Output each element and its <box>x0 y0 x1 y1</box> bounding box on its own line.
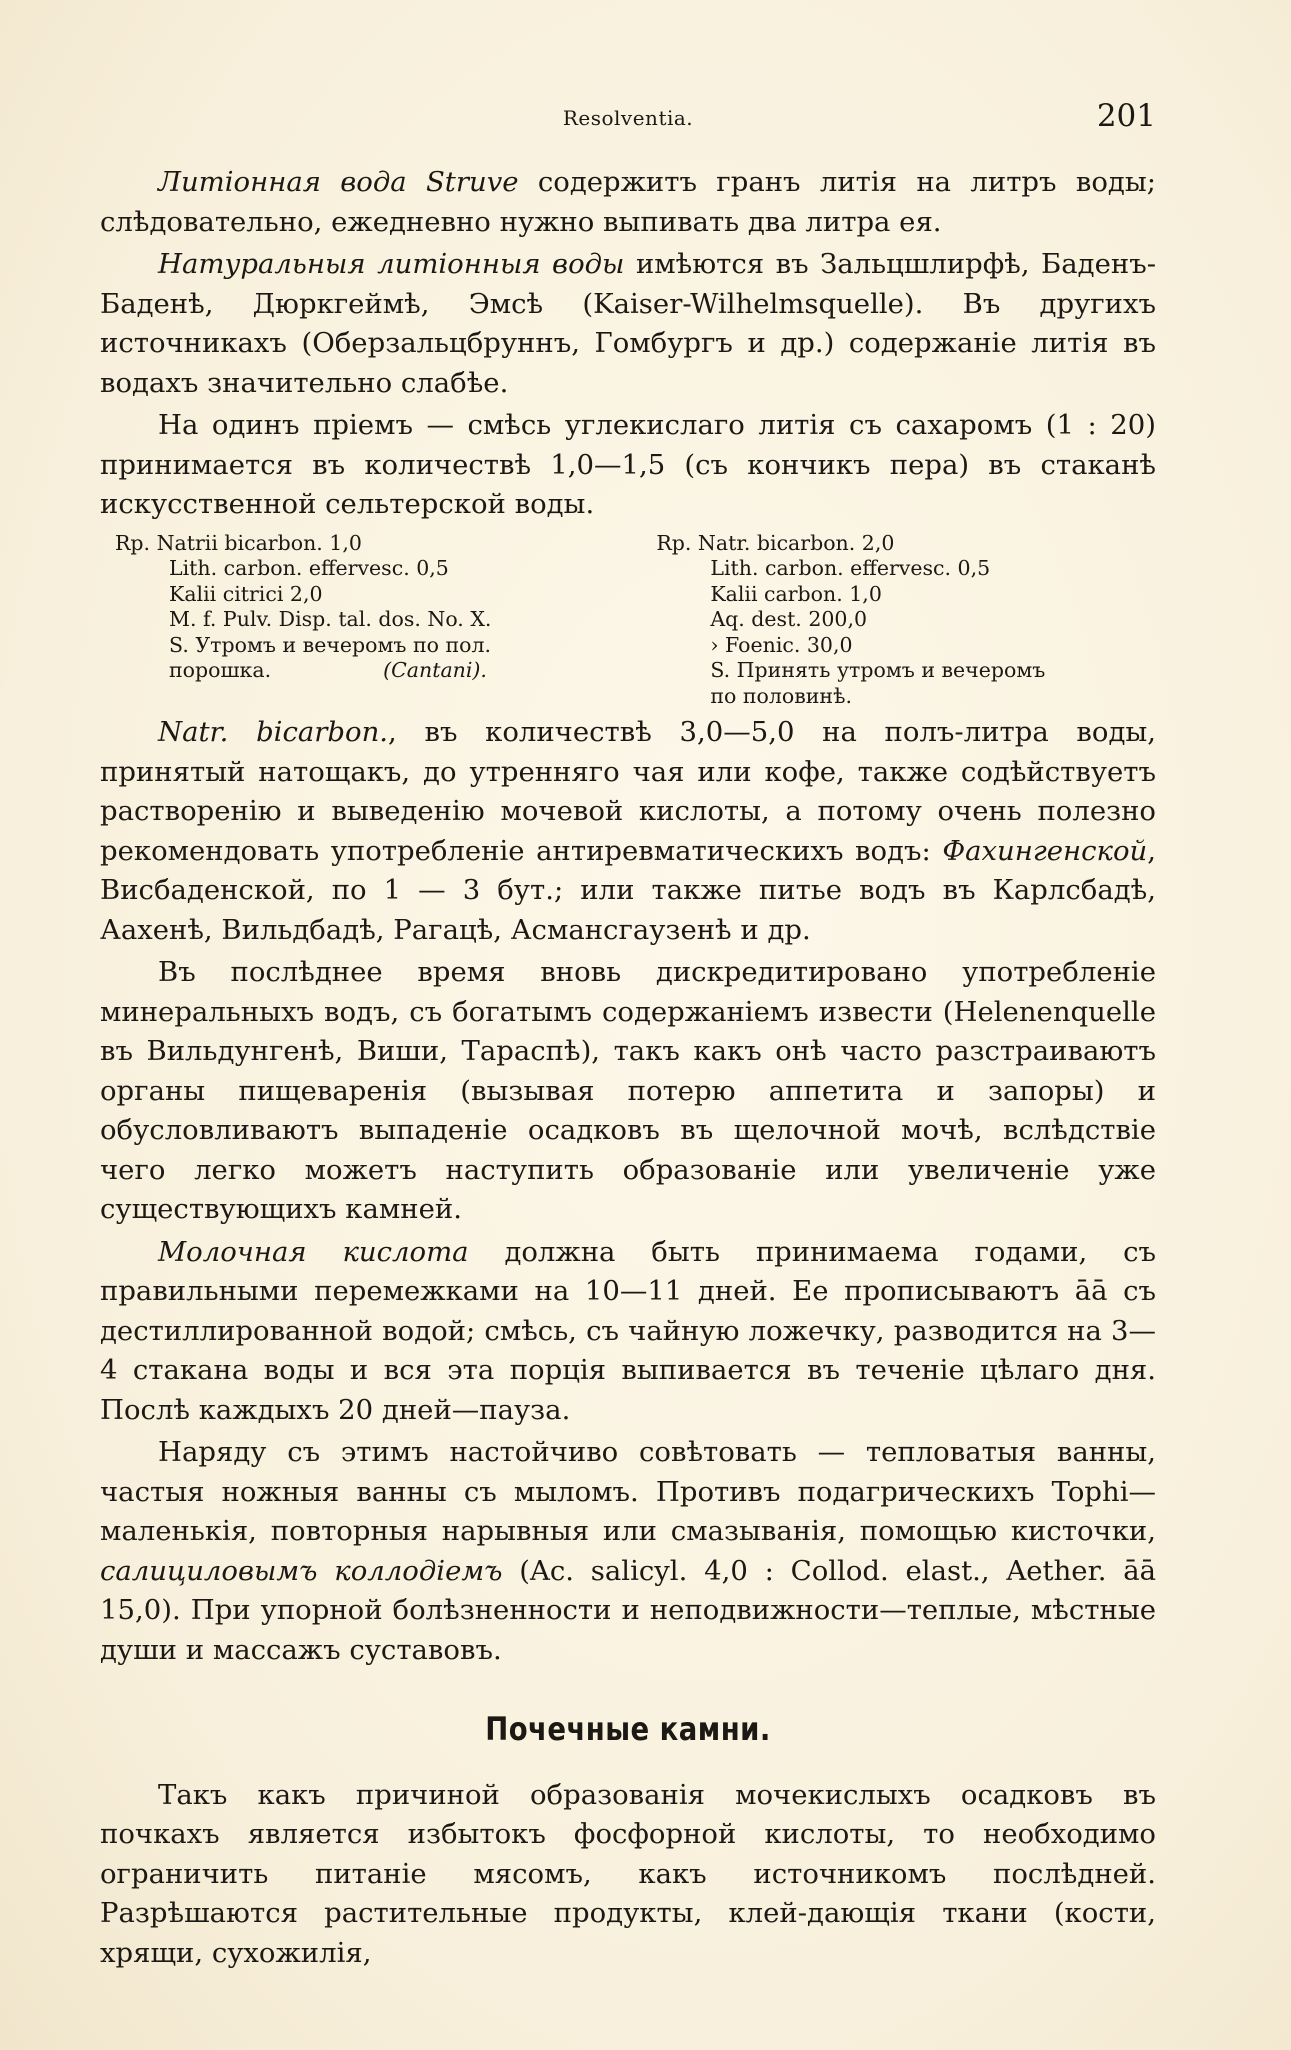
paragraph-natural-waters <box>100 245 1156 403</box>
paragraph-text: содержитъ гранъ литія на литръ воды; слѣдовательно, ежедневно нужно выпивать два литра ея. <box>100 166 1156 238</box>
italic-term: Натуральныя литіонныя воды <box>158 248 625 280</box>
rx-line <box>115 658 615 684</box>
rx-line: Lith. carbon. effervesc. 0,5 <box>169 556 449 580</box>
rx-text: порошка. <box>169 658 272 682</box>
paragraph-text: , Висбаденской, по 1 — 3 бут.; или также питье водъ въ Карлсбадѣ, Аахенѣ, Вильдбадѣ, Рагацѣ, Асмансгаузенѣ и др. <box>100 834 1156 946</box>
rx-line: Kalii carbon. 1,0 <box>710 581 882 606</box>
body-text <box>100 163 1156 1973</box>
page-header <box>100 98 1156 138</box>
rx-line: Aq. dest. 200,0 <box>710 607 868 631</box>
section-heading: Почечные камни. <box>485 1710 771 1748</box>
paragraph-text: На одинъ пріемъ — смѣсь углекислаго литія съ сахаромъ (1 : 20) принимается въ количествѣ 1,0—1,5 (съ кончикъ пера) въ стаканѣ искусственной сельтерской воды. <box>100 409 1156 520</box>
rx-line: Rp. Natr. bicarbon. 2,0 <box>656 530 895 555</box>
paragraph-text: имѣются въ Зальцшлирфѣ, Баденъ-Баденѣ, Дюркгеймѣ, Эмсѣ (Kaiser-Wilhelmsquelle). Въ другихъ источникахъ (Оберзальцбруннъ, Гомбургъ и др.) содержаніе литія въ водахъ значительно слабѣе. <box>100 248 1156 399</box>
paragraph-mineral-waters <box>100 953 1156 1230</box>
rx-line: S. Утромъ и вечеромъ по пол. <box>169 632 492 657</box>
paragraph-text: (Ac. salicyl. 4,0 : Collod. elast., Aether. āā 15,0). При упорной болѣзненности и неподвижности—теплые, мѣстные души и массажъ суставовъ. <box>100 1554 1156 1666</box>
paragraph-baths <box>100 1433 1156 1670</box>
paragraph-text: Наряду съ этимъ настойчиво совѣтовать — тепловатыя ванны, частыя ножныя ванны съ мыломъ. Противъ подагрическихъ Tophi— маленькія, повторныя нарывныя или смазыванія, помощью кисточки, <box>100 1436 1156 1547</box>
rx-author: (Cantani). <box>383 658 487 682</box>
rx-line: › Foenic. 30,0 <box>710 632 853 657</box>
rx-line: по половинѣ. <box>710 683 852 708</box>
prescription-left <box>115 531 615 710</box>
italic-term: Natr. bicarbon. <box>158 716 389 748</box>
italic-term: Литіонная вода Struve <box>158 166 519 198</box>
page-number: 201 <box>1096 98 1156 134</box>
rx-line: Lith. carbon. effervesc. 0,5 <box>710 556 991 580</box>
paragraph-kidney-stones <box>100 1776 1156 1974</box>
prescription-block <box>115 531 1156 710</box>
italic-term: Молочная кислота <box>158 1235 469 1268</box>
paragraph-text: , въ количествѣ 3,0—5,0 на полъ-литра воды, принятый натощакъ, до утренняго чая или кофе, также содѣйствуетъ растворенію и выведенію мочевой кислоты, а потому очень полезно рекомендовать употребленіе антиревматическихъ водъ: <box>100 716 1157 867</box>
running-head: Resolventia. <box>562 106 694 130</box>
paragraph-lactic-acid <box>100 1233 1156 1431</box>
rx-line: Rp. Natrii bicarbon. 1,0 <box>115 530 362 555</box>
paragraph-text: должна быть принимаема годами, съ правильными перемежками на 10—11 дней. Ее прописываютъ āā съ дестиллированной водой; смѣсь, съ чайную ложечку, разводится на 3—4 стакана воды и вся эта порція выпивается въ теченіе цѣлаго дня. Послѣ каждыхъ 20 дней—пауза. <box>100 1235 1156 1426</box>
paragraph-dose <box>100 406 1156 525</box>
rx-line: M. f. Pulv. Disp. tal. dos. No. X. <box>169 607 492 631</box>
rx-line: Kalii citrici 2,0 <box>169 581 323 606</box>
italic-term: салициловымъ коллодіемъ <box>100 1554 503 1587</box>
prescription-right <box>656 531 1156 710</box>
rx-line: S. Принять утромъ и вечеромъ <box>710 658 1046 682</box>
paragraph-natr-bicarbon <box>100 713 1156 950</box>
paragraph-text: Такъ какъ причиной образованія мочекислыхъ осадковъ въ почкахъ является избытокъ фосфорной кислоты, то необходимо ограничить питаніе мясомъ, какъ источникомъ послѣдней. Разрѣшаются растительные продукты, клей-дающія ткани (кости, хрящи, сухожилія, <box>100 1778 1156 1969</box>
paragraph-struve-water <box>100 163 1156 242</box>
paragraph-text: Въ послѣднее время вновь дискредитировано употребленіе минеральныхъ водъ, съ богатымъ содержаніемъ извести (Helenenquelle въ Вильдунгенѣ, Виши, Тараспѣ), такъ какъ онѣ часто разстраиваютъ органы пищеваренія (вызывая потерю аппетита и запоры) и обусловливаютъ выпаденіе осадковъ въ щелочной мочѣ, вслѣдствіе чего легко можетъ наступить образованіе или увеличеніе уже существующихъ камней. <box>100 956 1156 1225</box>
italic-term: Фахингенской <box>942 834 1148 867</box>
